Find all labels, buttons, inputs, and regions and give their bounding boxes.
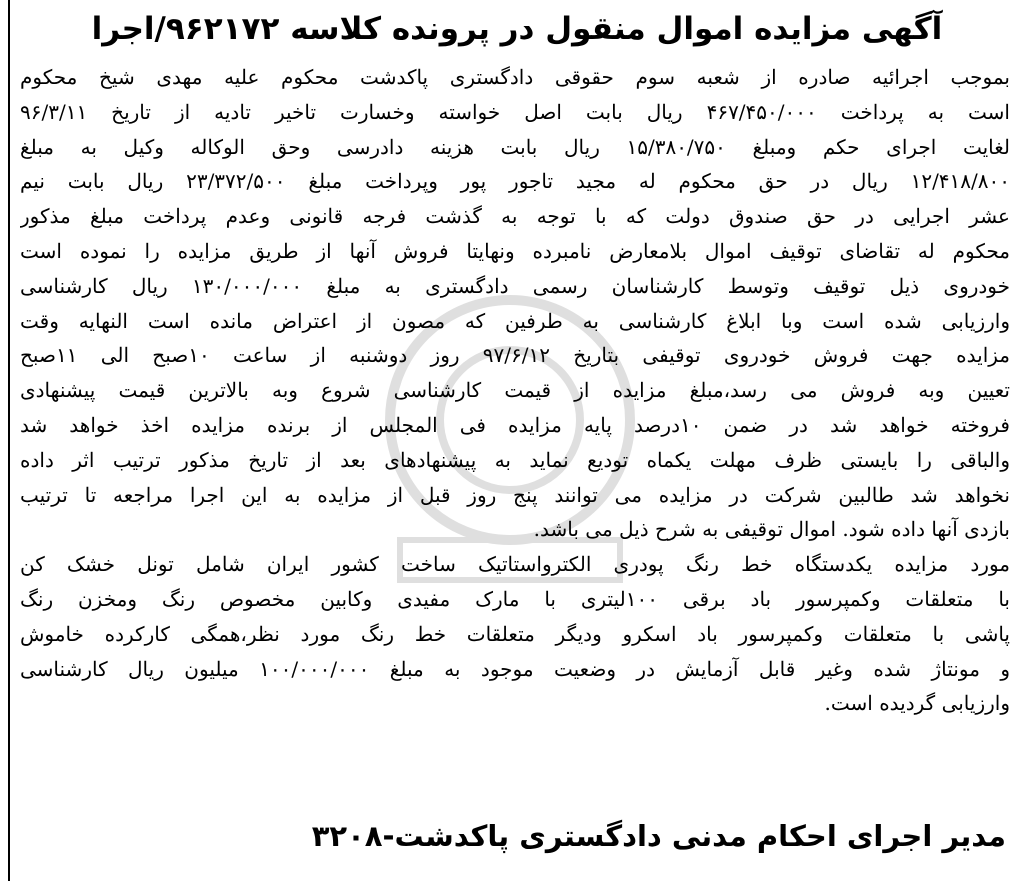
- body-line: با متعلقات وکمپرسور باد برقی ۱۰۰لیتری با مارک مفیدی وکابین مخصوص رنگ ومخزن رنگ: [20, 586, 1010, 611]
- body-line: فروخته خواهد شد در ضمن ۱۰درصد پایه مزایده فی المجلس از برنده مزایده اخذ خواهد شد: [20, 412, 1010, 437]
- left-border-line: [8, 0, 10, 881]
- body-line: لغایت اجرای حکم ومبلغ ۱۵/۳۸۰/۷۵۰ ریال بابت هزینه دادرسی وحق الوکاله وکیل به مبلغ: [20, 134, 1010, 159]
- body-line: خودروی ذیل توقیف وتوسط کارشناسان رسمی دادگستری به مبلغ ۱۳۰/۰۰۰/۰۰۰ ریال کارشناسی: [20, 273, 1010, 298]
- body-line: پاشی با متعلقات وکمپرسور باد اسکرو ودیگر متعلقات خط رنگ مورد نظر،همگی کارکرده خاموش: [20, 621, 1010, 646]
- body-line: و مونتاژ شده وغیر قابل آزمایش در وضعیت موجود به مبلغ ۱۰۰/۰۰۰/۰۰۰ میلیون ریال کارشناسی: [20, 656, 1010, 681]
- body-line: مزایده جهت فروش خودروی توقیفی بتاریخ ۹۷/۶/۱۲ روز دوشنبه از ساعت ۱۰صبح الی ۱۱صبح: [20, 343, 1010, 368]
- body-line: است به پرداخت ۴۶۷/۴۵۰/۰۰۰ ریال بابت اصل خواسته وخسارت تاخیر تادیه از تاریخ ۹۶/۳/۱۱: [20, 99, 1010, 124]
- body-line: مورد مزایده یکدستگاه خط رنگ پودری الکترواستاتیک ساخت کشور ایران شامل تونل خشک کن: [20, 552, 1010, 577]
- body-line: تعیین وبه فروش می رسد،مبلغ مزایده از قیمت کارشناسی شروع وبه بالاترین قیمت پیشنهادی: [20, 378, 1010, 403]
- body-line: نخواهد شد طالبین شرکت در مزایده می توانند پنج روز قبل از مزایده به این اجرا مراجعه تا ترتیب: [20, 482, 1010, 507]
- notice-signature: مدیر اجرای احکام مدنی دادگستری پاکدشت-۳۲۰۸: [311, 819, 1006, 853]
- body-line: عشر اجرایی در حق صندوق دولت که با توجه به گذشت فرجه قانونی وعدم پرداخت مبلغ مذکور: [20, 204, 1010, 229]
- notice-title: آگهی مزایده اموال منقول در پرونده کلاسه ۹۶۲۱۷۲/اجرا: [91, 11, 943, 47]
- body-line: ۱۲/۴۱۸/۸۰۰ ریال در حق محکوم له مجید تاجور پور وپرداخت مبلغ ۲۳/۳۷۲/۵۰۰ ریال بابت نیم: [20, 169, 1010, 194]
- body-line: وارزیابی شده است وبا ابلاغ کارشناسی به طرفین که مصون از اعتراض مانده است النهایه وقت: [20, 308, 1010, 333]
- body-line: بازدی آنها داده شود. اموال توقیفی به شرح ذیل می باشد.: [533, 517, 1010, 542]
- body-line: محکوم له تقاضای توقیف اموال بلامعارض نامبرده ونهایتا فروش آنها از طریق مزایده را نموده است: [20, 238, 1010, 263]
- body-line: والباقی را بایستی ظرف مهلت یکماه تودیع نماید به پیشنهادهای بعد از تاریخ مذکور ترتیب اثر داده: [20, 447, 1010, 472]
- body-line: بموجب اجرائیه صادره از شعبه سوم حقوقی دادگستری پاکدشت محکوم علیه مهدی شیخ محکوم: [20, 65, 1010, 89]
- body-line: وارزیابی گردیده است.: [824, 691, 1010, 716]
- notice-body: [20, 60, 1010, 721]
